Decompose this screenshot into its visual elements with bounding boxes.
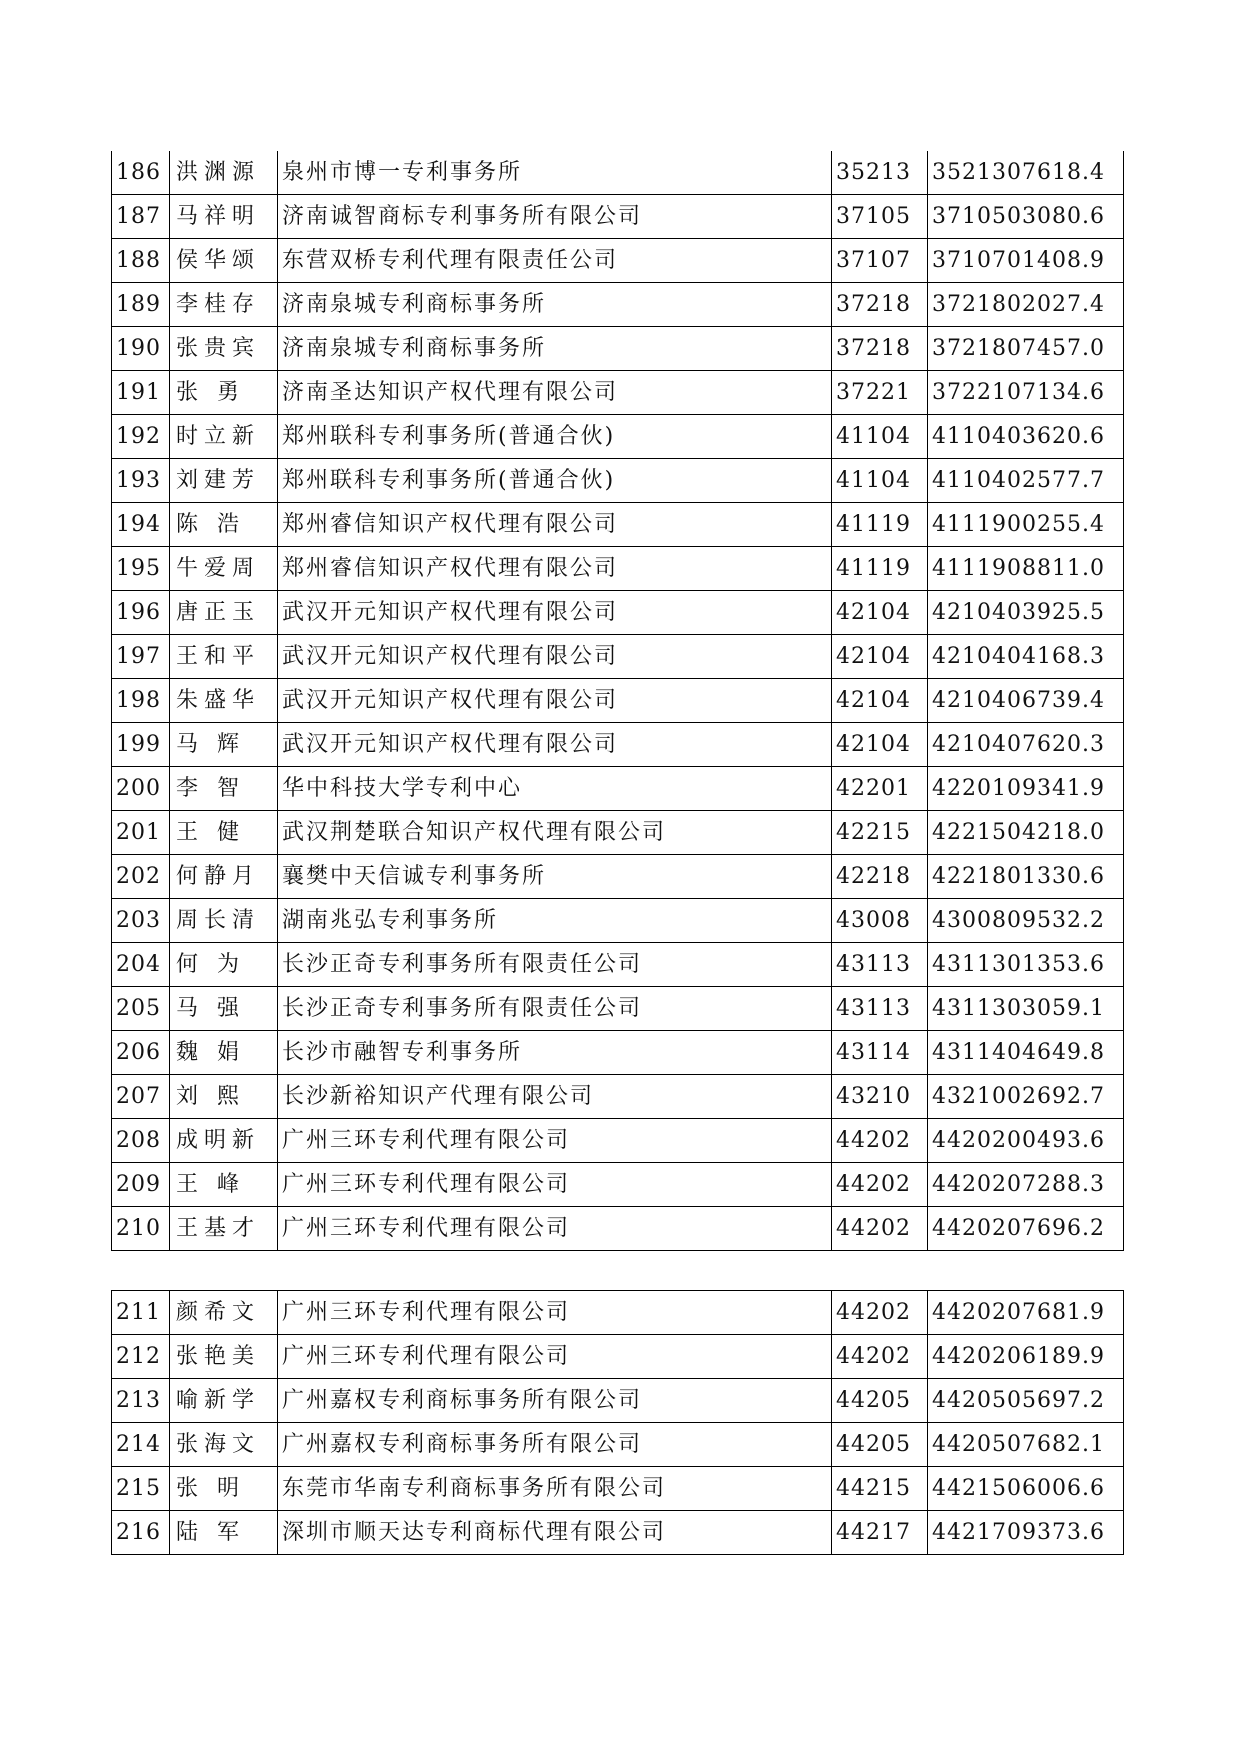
agent-name: 何静月 xyxy=(170,855,278,899)
table-row xyxy=(112,1207,1124,1251)
certificate-number: 4111900255.4 xyxy=(928,503,1124,547)
agency-name: 郑州睿信知识产权代理有限公司 xyxy=(278,547,832,591)
certificate-number: 4420507682.1 xyxy=(928,1423,1124,1467)
row-number: 214 xyxy=(112,1423,170,1467)
row-number: 189 xyxy=(112,283,170,327)
table-row xyxy=(112,943,1124,987)
agency-code: 37221 xyxy=(832,371,928,415)
table-row xyxy=(112,1511,1124,1555)
agency-code: 43113 xyxy=(832,943,928,987)
table-row xyxy=(112,371,1124,415)
table-row xyxy=(112,723,1124,767)
agency-name: 济南诚智商标专利事务所有限公司 xyxy=(278,195,832,239)
agency-name: 长沙市融智专利事务所 xyxy=(278,1031,832,1075)
certificate-number: 4210407620.3 xyxy=(928,723,1124,767)
agency-name: 广州三环专利代理有限公司 xyxy=(278,1163,832,1207)
agency-code: 42215 xyxy=(832,811,928,855)
row-number: 210 xyxy=(112,1207,170,1251)
certificate-number: 4420207696.2 xyxy=(928,1207,1124,1251)
certificate-number: 4221504218.0 xyxy=(928,811,1124,855)
table-row xyxy=(112,767,1124,811)
agency-name: 广州三环专利代理有限公司 xyxy=(278,1291,832,1335)
agent-name: 张 明 xyxy=(170,1467,278,1511)
agent-name: 牛爱周 xyxy=(170,547,278,591)
row-number: 195 xyxy=(112,547,170,591)
agency-name: 湖南兆弘专利事务所 xyxy=(278,899,832,943)
certificate-number: 4210406739.4 xyxy=(928,679,1124,723)
certificate-number: 4221801330.6 xyxy=(928,855,1124,899)
agent-name: 洪渊源 xyxy=(170,151,278,195)
agency-name: 东营双桥专利代理有限责任公司 xyxy=(278,239,832,283)
table-row xyxy=(112,1075,1124,1119)
row-number: 191 xyxy=(112,371,170,415)
agent-name: 李桂存 xyxy=(170,283,278,327)
row-number: 216 xyxy=(112,1511,170,1555)
row-number: 207 xyxy=(112,1075,170,1119)
row-number: 192 xyxy=(112,415,170,459)
agent-name: 刘 熙 xyxy=(170,1075,278,1119)
agency-code: 41119 xyxy=(832,547,928,591)
agency-name: 济南圣达知识产权代理有限公司 xyxy=(278,371,832,415)
row-number: 211 xyxy=(112,1291,170,1335)
agent-name: 张 勇 xyxy=(170,371,278,415)
table-row xyxy=(112,679,1124,723)
table-row xyxy=(112,239,1124,283)
agent-name: 马 强 xyxy=(170,987,278,1031)
agency-name: 郑州睿信知识产权代理有限公司 xyxy=(278,503,832,547)
table-row xyxy=(112,1119,1124,1163)
agent-name: 成明新 xyxy=(170,1119,278,1163)
certificate-number: 4420200493.6 xyxy=(928,1119,1124,1163)
agency-name: 郑州联科专利事务所(普通合伙) xyxy=(278,415,832,459)
row-number: 200 xyxy=(112,767,170,811)
agency-code: 37105 xyxy=(832,195,928,239)
agency-code: 42104 xyxy=(832,679,928,723)
table-row xyxy=(112,1291,1124,1335)
agency-code: 41104 xyxy=(832,459,928,503)
certificate-number: 4420206189.9 xyxy=(928,1335,1124,1379)
agency-code: 43210 xyxy=(832,1075,928,1119)
agent-name: 马 辉 xyxy=(170,723,278,767)
certificate-number: 4321002692.7 xyxy=(928,1075,1124,1119)
agency-code: 43008 xyxy=(832,899,928,943)
table-row xyxy=(112,1163,1124,1207)
agency-name: 泉州市博一专利事务所 xyxy=(278,151,832,195)
agent-name: 王 峰 xyxy=(170,1163,278,1207)
table-row xyxy=(112,591,1124,635)
agency-code: 37107 xyxy=(832,239,928,283)
row-number: 215 xyxy=(112,1467,170,1511)
agency-name: 广州三环专利代理有限公司 xyxy=(278,1119,832,1163)
agency-name: 武汉荆楚联合知识产权代理有限公司 xyxy=(278,811,832,855)
agency-name: 广州三环专利代理有限公司 xyxy=(278,1335,832,1379)
table-row xyxy=(112,1423,1124,1467)
certificate-number: 4311303059.1 xyxy=(928,987,1124,1031)
table-row xyxy=(112,547,1124,591)
row-number: 187 xyxy=(112,195,170,239)
agency-name: 广州嘉权专利商标事务所有限公司 xyxy=(278,1379,832,1423)
agency-code: 37218 xyxy=(832,283,928,327)
agency-code: 44202 xyxy=(832,1207,928,1251)
agency-name: 武汉开元知识产权代理有限公司 xyxy=(278,635,832,679)
certificate-number: 4420207681.9 xyxy=(928,1291,1124,1335)
certificate-number: 4420505697.2 xyxy=(928,1379,1124,1423)
agency-code: 42104 xyxy=(832,723,928,767)
agency-code: 41119 xyxy=(832,503,928,547)
row-number: 188 xyxy=(112,239,170,283)
certificate-number: 4110402577.7 xyxy=(928,459,1124,503)
agency-code: 44215 xyxy=(832,1467,928,1511)
row-number: 212 xyxy=(112,1335,170,1379)
table-row xyxy=(112,503,1124,547)
table-row xyxy=(112,1379,1124,1423)
agency-name: 武汉开元知识产权代理有限公司 xyxy=(278,723,832,767)
agent-table-1-body xyxy=(112,151,1124,1251)
agency-name: 深圳市顺天达专利商标代理有限公司 xyxy=(278,1511,832,1555)
agency-name: 济南泉城专利商标事务所 xyxy=(278,327,832,371)
agency-code: 37218 xyxy=(832,327,928,371)
agency-code: 44205 xyxy=(832,1379,928,1423)
certificate-number: 3721802027.4 xyxy=(928,283,1124,327)
agency-name: 广州三环专利代理有限公司 xyxy=(278,1207,832,1251)
agent-name: 何 为 xyxy=(170,943,278,987)
table-row xyxy=(112,811,1124,855)
agency-code: 44202 xyxy=(832,1163,928,1207)
agent-name: 李 智 xyxy=(170,767,278,811)
table-row xyxy=(112,855,1124,899)
certificate-number: 4300809532.2 xyxy=(928,899,1124,943)
table-row xyxy=(112,1467,1124,1511)
row-number: 199 xyxy=(112,723,170,767)
table-row xyxy=(112,987,1124,1031)
agent-name: 张艳美 xyxy=(170,1335,278,1379)
agent-name: 朱盛华 xyxy=(170,679,278,723)
agency-name: 长沙正奇专利事务所有限责任公司 xyxy=(278,987,832,1031)
agent-name: 魏 娟 xyxy=(170,1031,278,1075)
row-number: 208 xyxy=(112,1119,170,1163)
agent-name: 喻新学 xyxy=(170,1379,278,1423)
row-number: 196 xyxy=(112,591,170,635)
certificate-number: 3710503080.6 xyxy=(928,195,1124,239)
agency-code: 44202 xyxy=(832,1335,928,1379)
certificate-number: 4111908811.0 xyxy=(928,547,1124,591)
certificate-number: 3521307618.4 xyxy=(928,151,1124,195)
agency-code: 42201 xyxy=(832,767,928,811)
certificate-number: 4220109341.9 xyxy=(928,767,1124,811)
row-number: 186 xyxy=(112,151,170,195)
certificate-number: 4421709373.6 xyxy=(928,1511,1124,1555)
row-number: 201 xyxy=(112,811,170,855)
agency-code: 43114 xyxy=(832,1031,928,1075)
agent-table-2-body xyxy=(112,1291,1124,1555)
table-row xyxy=(112,415,1124,459)
table-row xyxy=(112,1031,1124,1075)
row-number: 206 xyxy=(112,1031,170,1075)
row-number: 190 xyxy=(112,327,170,371)
agency-code: 42218 xyxy=(832,855,928,899)
certificate-number: 3721807457.0 xyxy=(928,327,1124,371)
row-number: 198 xyxy=(112,679,170,723)
row-number: 202 xyxy=(112,855,170,899)
table-row xyxy=(112,151,1124,195)
certificate-number: 4421506006.6 xyxy=(928,1467,1124,1511)
agent-name: 张贵宾 xyxy=(170,327,278,371)
certificate-number: 4210403925.5 xyxy=(928,591,1124,635)
table-row xyxy=(112,283,1124,327)
agent-name: 张海文 xyxy=(170,1423,278,1467)
row-number: 197 xyxy=(112,635,170,679)
certificate-number: 4420207288.3 xyxy=(928,1163,1124,1207)
agency-code: 42104 xyxy=(832,591,928,635)
agency-code: 44217 xyxy=(832,1511,928,1555)
agency-name: 广州嘉权专利商标事务所有限公司 xyxy=(278,1423,832,1467)
agent-name: 陈 浩 xyxy=(170,503,278,547)
agency-name: 济南泉城专利商标事务所 xyxy=(278,283,832,327)
agency-name: 郑州联科专利事务所(普通合伙) xyxy=(278,459,832,503)
certificate-number: 4311301353.6 xyxy=(928,943,1124,987)
agency-name: 长沙新裕知识产代理有限公司 xyxy=(278,1075,832,1119)
agency-code: 44205 xyxy=(832,1423,928,1467)
agency-code: 44202 xyxy=(832,1119,928,1163)
agency-name: 襄樊中天信诚专利事务所 xyxy=(278,855,832,899)
certificate-number: 4210404168.3 xyxy=(928,635,1124,679)
table-row xyxy=(112,195,1124,239)
agent-name: 王基才 xyxy=(170,1207,278,1251)
certificate-number: 4311404649.8 xyxy=(928,1031,1124,1075)
certificate-number: 4110403620.6 xyxy=(928,415,1124,459)
table-row xyxy=(112,899,1124,943)
row-number: 193 xyxy=(112,459,170,503)
row-number: 204 xyxy=(112,943,170,987)
agency-code: 44202 xyxy=(832,1291,928,1335)
row-number: 203 xyxy=(112,899,170,943)
agency-name: 东莞市华南专利商标事务所有限公司 xyxy=(278,1467,832,1511)
row-number: 213 xyxy=(112,1379,170,1423)
agent-name: 时立新 xyxy=(170,415,278,459)
row-number: 205 xyxy=(112,987,170,1031)
agency-name: 武汉开元知识产权代理有限公司 xyxy=(278,591,832,635)
table-row xyxy=(112,327,1124,371)
certificate-number: 3710701408.9 xyxy=(928,239,1124,283)
table-row xyxy=(112,1335,1124,1379)
agency-name: 武汉开元知识产权代理有限公司 xyxy=(278,679,832,723)
agent-name: 周长清 xyxy=(170,899,278,943)
agency-code: 35213 xyxy=(832,151,928,195)
agent-name: 刘建芳 xyxy=(170,459,278,503)
agency-name: 长沙正奇专利事务所有限责任公司 xyxy=(278,943,832,987)
agent-table-2 xyxy=(111,1290,1124,1555)
agent-name: 马祥明 xyxy=(170,195,278,239)
row-number: 209 xyxy=(112,1163,170,1207)
agent-name: 颜希文 xyxy=(170,1291,278,1335)
agent-name: 王和平 xyxy=(170,635,278,679)
agent-name: 唐正玉 xyxy=(170,591,278,635)
agent-name: 侯华颂 xyxy=(170,239,278,283)
row-number: 194 xyxy=(112,503,170,547)
agent-name: 王 健 xyxy=(170,811,278,855)
certificate-number: 3722107134.6 xyxy=(928,371,1124,415)
agent-table-1 xyxy=(111,151,1124,1251)
table-row xyxy=(112,459,1124,503)
agency-code: 41104 xyxy=(832,415,928,459)
table-row xyxy=(112,635,1124,679)
agent-name: 陆 军 xyxy=(170,1511,278,1555)
agency-name: 华中科技大学专利中心 xyxy=(278,767,832,811)
agency-code: 42104 xyxy=(832,635,928,679)
agency-code: 43113 xyxy=(832,987,928,1031)
